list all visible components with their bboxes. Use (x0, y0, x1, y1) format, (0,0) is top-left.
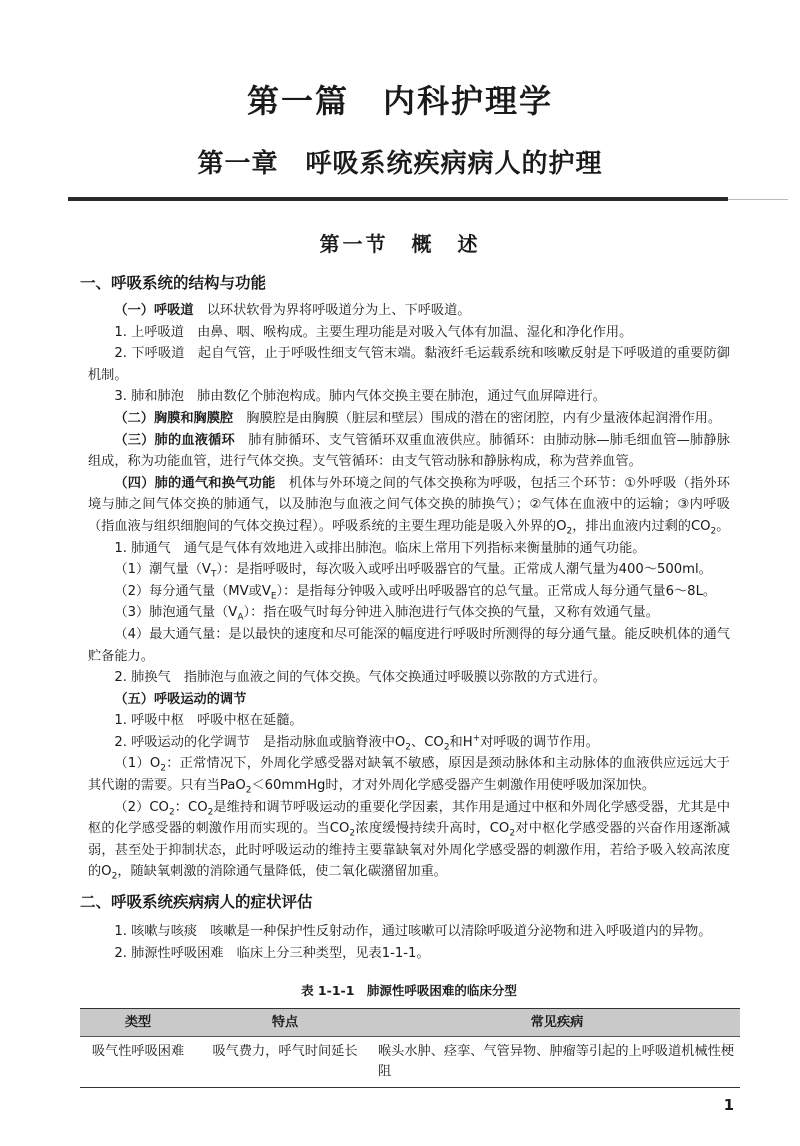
subscript: 2 (405, 742, 412, 753)
body-content (80, 272, 735, 1088)
column-header-type: 类型 (80, 1008, 196, 1037)
text-chem-a: 2. 呼吸运动的化学调节 是指动脉血或脑脊液中O (114, 734, 406, 750)
page-number: 1 (723, 1096, 734, 1114)
text-co2-b: ：CO (174, 799, 208, 815)
text-ventilation-b: ，排出血液内过剩的CO (572, 518, 711, 534)
paragraph-alveolar-ventilation (88, 602, 730, 624)
label-pleura: （二）胸膜和胸膜腔 (114, 410, 234, 426)
text-co2-c: 是维持和调节呼吸运动的重要化学因素，其作用是通过中枢和外周化学感受器，尤其是中枢的化学感受器的刺激作用而实现的。当CO (88, 799, 731, 837)
paragraph-minute-ventilation (88, 581, 730, 603)
text-ventilation-a: 机体与外环境之间的气体交换称为呼吸，包括三个环节：①外呼吸（指外环境与肺之间气体交换的肺通气，以及肺泡与血液之间气体交换的肺换气）；②气体在血液中的运输；③内呼吸（指血液与组织细胞间的气体交换过程）。呼吸系统的主要生理功能是吸入外界的O (88, 475, 730, 534)
title-divider (68, 197, 728, 201)
text-circulation: 肺有肺循环、支气管循环双重血液供应。肺循环：由肺动脉—肺毛细血管—肺静脉组成，称为功能血管，进行气体交换。支气管循环：由支气管动脉和静脉构成，称为营养血管。 (88, 432, 730, 470)
paragraph-circulation (88, 430, 730, 473)
subscript: 2 (207, 807, 214, 818)
paragraph-gas-exchange: 2. 肺换气 指肺泡与血液之间的气体交换。气体交换通过呼吸膜以弥散的方式进行。 (114, 670, 606, 686)
subscript: 2 (509, 828, 516, 839)
section-title: 第一节 概 述 (319, 232, 481, 256)
label-airway: （一）呼吸道 (114, 303, 194, 318)
title-divider-tail (728, 199, 788, 200)
paragraph-max-ventilation: （4）最大通气量：是以最快的速度和尽可能深的幅度进行呼吸时所测得的每分通气量。能反映机体的通气贮备能力。 (88, 626, 730, 664)
superscript: + (472, 733, 481, 744)
table-cell-disease: 喉头水肿、痉挛、气管异物、肿瘤等引起的上呼吸道机械性梗阻 (374, 1037, 740, 1088)
text-chem-b: 、CO (411, 734, 444, 750)
subscript: 2 (710, 526, 717, 537)
text-o2-b: ：正常情况下，外周化学感受器对缺氧不敏感，原因是颈动脉体和主动脉体的血液供应远远大于其代谢的需要。只有当PaO (88, 756, 730, 794)
text-chem-d: 对呼吸的调节作用。 (480, 734, 599, 750)
part-title: 第一篇 内科护理学 (246, 82, 553, 120)
paragraph-upper-airway: 1. 上呼吸道 由鼻、咽、喉构成。主要生理功能是对吸入气体有加温、湿化和净化作用。 (114, 324, 633, 340)
paragraph-carbon-dioxide (88, 797, 730, 883)
paragraph-regulation-heading (88, 689, 730, 711)
subscript: 2 (245, 785, 252, 796)
dyspnea-table (80, 1008, 740, 1089)
text-alveolar-a: （3）肺泡通气量（V (114, 605, 238, 621)
paragraph-pulmonary-ventilation: 1. 肺通气 通气是气体有效地进入或排出肺泡。临床上常用下列指标来衡量肺的通气功能。 (114, 540, 646, 556)
label-regulation: （五）呼吸运动的调节 (114, 691, 247, 707)
text-tidal-a: （1）潮气量（V (114, 562, 211, 578)
subscript: 2 (349, 828, 356, 839)
table-cell-type: 吸气性呼吸困难 (80, 1037, 196, 1088)
paragraph-lung-alveoli: 3. 肺和肺泡 肺由数亿个肺泡构成。肺内气体交换主要在肺泡，通过气血屏障进行。 (114, 389, 606, 405)
text-co2-d: 浓度缓慢持续升高时，CO (355, 821, 510, 837)
table-caption: 表 1-1-1 肺源性呼吸困难的临床分型 (301, 983, 517, 999)
text-o2-a: （1）O (114, 756, 161, 772)
paragraph-cough: 1. 咳嗽与咳痰 咳嗽是一种保护性反射动作，通过咳嗽可以清除呼吸道分泌物和进入呼吸道内的异物。 (114, 924, 712, 940)
column-header-feature: 特点 (196, 1008, 374, 1037)
paragraph-dyspnea: 2. 肺源性呼吸困难 临床上分三种类型，见表1-1-1。 (114, 945, 430, 961)
text-minute-b: ）：是指每分钟吸入或呼出呼吸器官的总气量。正常成人每分通气量6～8L。 (276, 583, 717, 599)
paragraph-respiratory-center: 1. 呼吸中枢 呼吸中枢在延髓。 (114, 713, 303, 729)
paragraph-tidal-volume (88, 559, 730, 581)
paragraph-pleura (88, 408, 730, 430)
paragraph-lower-airway: 2. 下呼吸道 起自气管，止于呼吸性细支气管末端。黏液纤毛运载系统和咳嗽反射是下呼吸道的重要防御机制。 (88, 346, 730, 383)
text-airway: 以环状软骨为界将呼吸道分为上、下呼吸道。 (193, 303, 471, 318)
subscript: 2 (168, 807, 175, 818)
label-circulation: （三）肺的血液循环 (114, 432, 235, 448)
subscript: 2 (111, 872, 118, 883)
paragraph-airway (88, 300, 730, 322)
paragraph-chemical-regulation (88, 732, 730, 754)
text-tidal-b: ）：是指呼吸时，每次吸入或呼出呼吸器官的气量。正常成人潮气量为400～500ml。 (216, 562, 712, 578)
text-ventilation-c: 。 (716, 518, 730, 534)
text-o2-c: ＜60mmHg时，才对外周化学感受器产生刺激作用使呼吸加深加快。 (251, 778, 656, 794)
subscript: T (210, 569, 217, 580)
table-cell-feature: 吸气费力，呼气时间延长 (196, 1037, 374, 1088)
table-header-row (80, 1008, 740, 1037)
label-ventilation: （四）肺的通气和换气功能 (114, 475, 276, 491)
text-co2-f: ，随缺氧刺激的消除通气量降低，使二氧化碳潴留加重。 (117, 864, 447, 880)
text-co2-a: （2）CO (114, 799, 169, 815)
subscript: 2 (160, 764, 166, 775)
column-header-disease: 常见疾病 (374, 1008, 740, 1037)
table-row (80, 1037, 740, 1088)
text-pleura: 胸膜腔是由胸膜（脏层和壁层）围成的潜在的密闭腔，内有少量液体起润滑作用。 (233, 410, 722, 426)
subscript: E (270, 591, 277, 602)
paragraph-oxygen (88, 753, 730, 796)
subscript: 2 (443, 742, 450, 753)
paragraph-ventilation (88, 473, 730, 538)
text-co2-e: 对中枢化学感受器的兴奋作用逐渐减弱，甚至处于抑制状态，此时呼吸运动的维持主要靠缺氧对外周化学感受器的刺激作用，若给予吸入较高浓度的O (88, 821, 731, 880)
heading-symptom-assessment: 二、呼吸系统疾病病人的症状评估 (80, 893, 313, 912)
chapter-title: 第一章 呼吸系统疾病病人的护理 (197, 149, 603, 179)
subscript: 2 (566, 526, 573, 537)
text-chem-c: 和H (449, 734, 473, 750)
heading-structure-function: 一、呼吸系统的结构与功能 (80, 274, 267, 292)
text-minute-a: （2）每分通气量（MV或V (114, 583, 271, 599)
subscript: A (237, 612, 244, 623)
text-alveolar-b: ）：指在吸气时每分钟进入肺泡进行气体交换的气量，又称有效通气量。 (243, 605, 659, 621)
